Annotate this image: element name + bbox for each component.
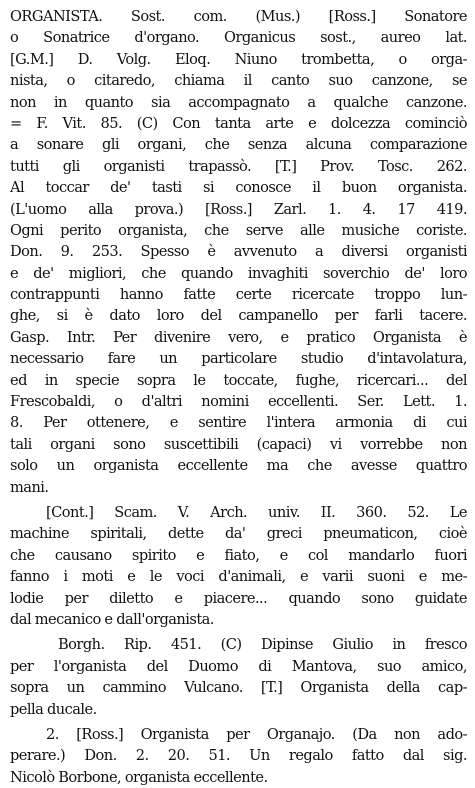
text-line: Ogni perito organista, che serve alle musiche coriste.: [10, 221, 467, 239]
text-line: = F. Vit. 85. (C) Con tanta arte e dolcezza cominciò: [10, 114, 467, 132]
paragraph-cont-citation: [10, 502, 467, 630]
text-line: per l'organista del Duomo di Mantova, suo amico,: [10, 657, 467, 675]
text-line: sopra un cammino Vulcano. [T.] Organista della cap-: [10, 679, 467, 697]
text-line: 2. [Ross.] Organista per Organajo. (Da non ado-: [46, 725, 467, 743]
text-line: Al toccar de' tasti si conosce il buon organista.: [10, 179, 467, 197]
text-line: [Cont.] Scam. V. Arch. univ. II. 360. 52. Le: [46, 503, 467, 521]
text-line: Nicolò Borbone, organista eccellente.: [10, 768, 268, 786]
text-line: solo un organista eccellente ma che avesse quattro: [10, 457, 467, 475]
text-line: ORGANISTA. Sost. com. (Mus.) [Ross.] Sonatore: [10, 8, 467, 25]
text-line: Gasp. Intr. Per divenire vero, e pratico Organista è: [10, 328, 467, 346]
text-line: lodie per diletto e piacere... quando sono guidate: [10, 589, 467, 607]
text-line: mani.: [10, 478, 49, 496]
text-line: Borgh. Rip. 451. (C) Dipinse Giulio in fresco: [58, 636, 467, 654]
paragraph-main-definition: [10, 6, 467, 498]
text-line: Don. 9. 253. Spesso è avvenuto a diversi organisti: [10, 243, 467, 261]
text-line: (L'uomo alla prova.) [Ross.] Zarl. 1. 4. 17 419.: [10, 200, 467, 218]
text-line: non in quanto sia accompagnato a qualche canzone.: [10, 93, 467, 111]
paragraph-borgh-citation: [10, 634, 467, 720]
text-line: a sonare gli organi, che senza alcuna comparazione: [10, 136, 467, 154]
text-line: o Sonatrice d'organo. Organicus sost., aureo lat.: [10, 29, 467, 47]
text-line: e de' migliori, che quando invaghiti soverchio de' loro: [10, 264, 467, 282]
text-line: 8. Per ottenere, e sentire l'intera armonia di cui: [10, 414, 467, 432]
text-line: ghe, si è dato loro del campanello per farli tacere.: [10, 307, 467, 325]
paragraph-sense-2: [10, 724, 467, 788]
text-line: dal mecanico e dall'organista.: [10, 610, 214, 628]
text-line: ed in specie sopra le toccate, fughe, ricercari... del: [10, 371, 467, 389]
text-line: tutti gli organisti trapassò. [T.] Prov. Tosc. 262.: [10, 157, 467, 175]
text-line: necessario fare un particolare studio d'intavolatura,: [10, 350, 467, 368]
text-line: perare.) Don. 2. 20. 51. Un regalo fatto dal sig.: [10, 747, 467, 765]
text-line: Frescobaldi, o d'altri nomini eccellenti. Ser. Lett. 1.: [10, 393, 467, 411]
text-line: che causano spirito e fiato, e col mandarlo fuori: [10, 546, 467, 564]
text-line: [G.M.] D. Volg. Eloq. Niuno trombetta, o orga-: [10, 50, 467, 68]
text-line: fanno i moti e le voci d'animali, e varii suoni e me-: [10, 568, 467, 586]
text-line: machine spiritali, dette da' greci pneumaticon, cioè: [10, 525, 467, 543]
text-line: contrappunti hanno fatte certe ricercate troppo lun-: [10, 286, 467, 304]
text-line: tali organi sono suscettibili (capaci) vi vorrebbe non: [10, 435, 467, 453]
text-line: nista, o citaredo, chiama il canto suo canzone, se: [10, 72, 467, 90]
text-line: pella ducale.: [10, 700, 97, 718]
